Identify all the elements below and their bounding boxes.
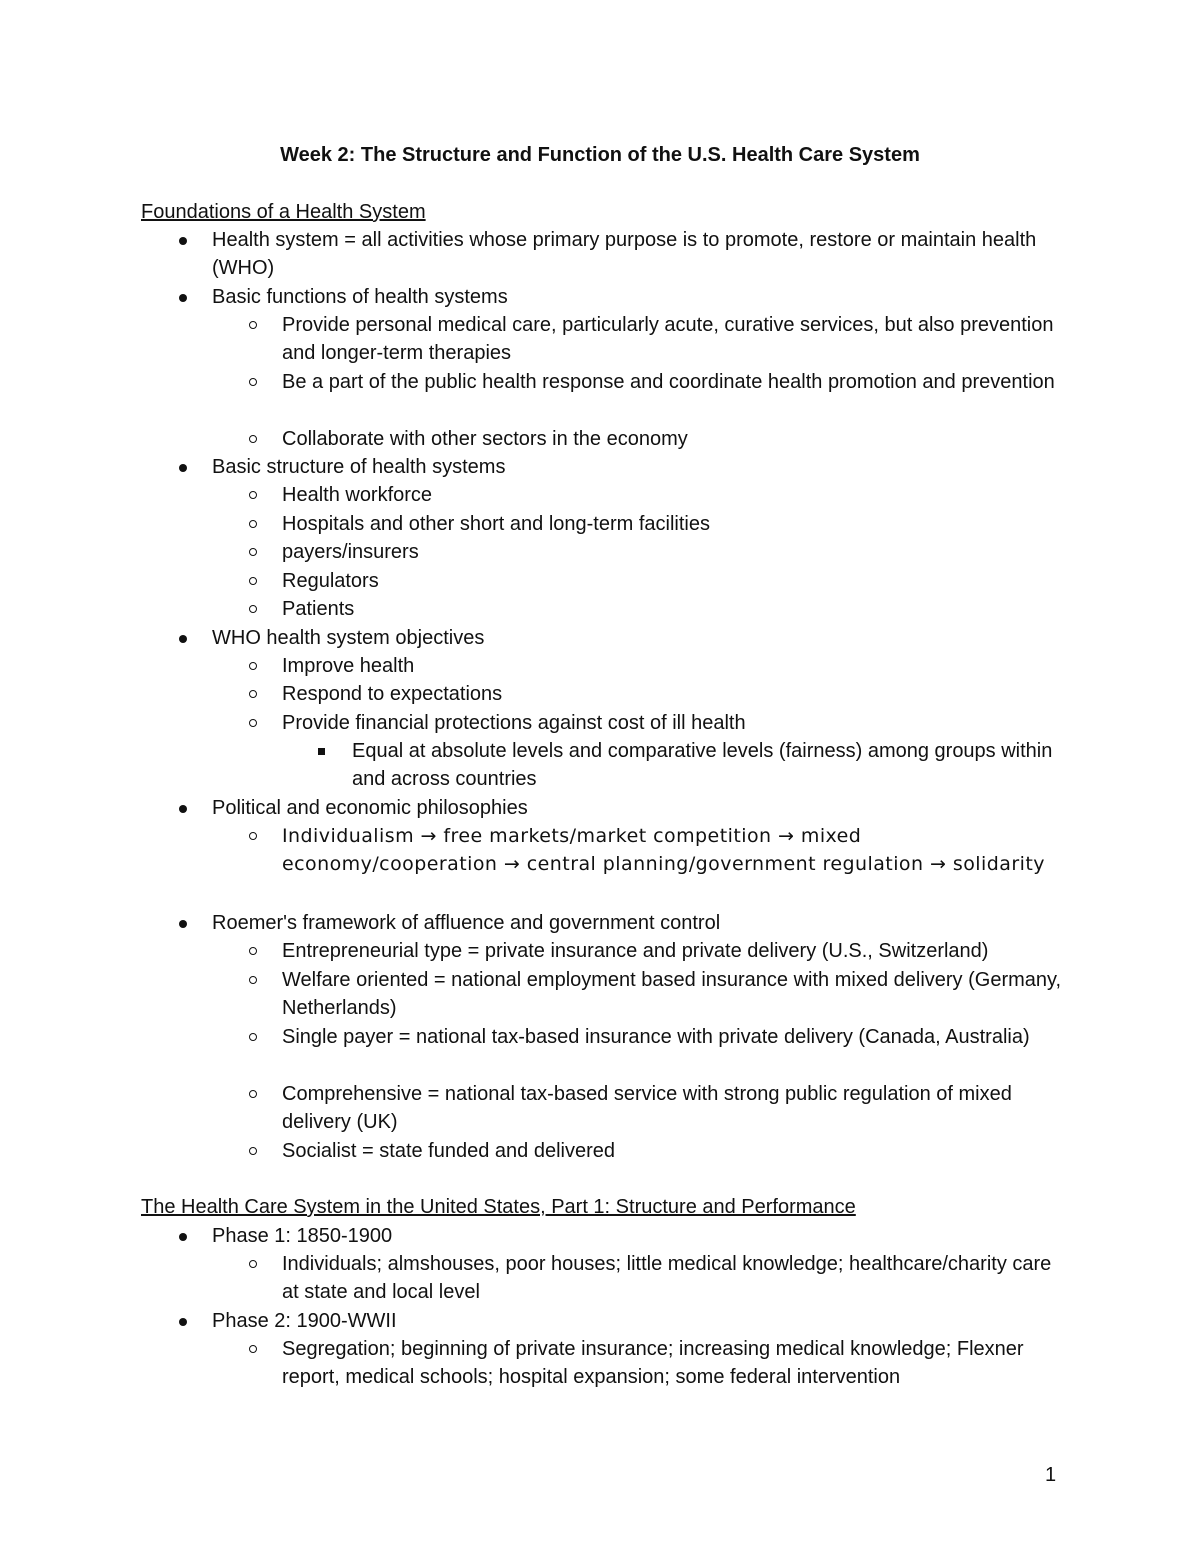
list-item: Political and economic philosophies: [212, 794, 1072, 822]
hollow-circle-bullet-icon: [249, 491, 257, 499]
filled-circle-bullet-icon: [179, 237, 187, 245]
filled-square-bullet-icon: [318, 748, 325, 755]
list-item: Welfare oriented = national employment based insurance with mixed delivery (Germany, Netherlands): [282, 966, 1072, 1023]
list-item: Provide personal medical care, particularly acute, curative services, but also prevention and longer-term therapies: [282, 311, 1072, 368]
list-item: Single payer = national tax-based insurance with private delivery (Canada, Australia): [282, 1023, 1072, 1051]
hollow-circle-bullet-icon: [249, 1033, 257, 1041]
hollow-circle-bullet-icon: [249, 1260, 257, 1268]
section-heading-foundations: Foundations of a Health System: [141, 201, 426, 223]
filled-circle-bullet-icon: [179, 1233, 187, 1241]
list-item: Patients: [282, 595, 1072, 623]
list-item: Health system = all activities whose primary purpose is to promote, restore or maintain health (WHO): [212, 226, 1072, 283]
list-item: Roemer's framework of affluence and government control: [212, 909, 1072, 937]
list-item: Regulators: [282, 567, 1072, 595]
filled-circle-bullet-icon: [179, 464, 187, 472]
section-heading-us-health-care: The Health Care System in the United States, Part 1: Structure and Performance: [141, 1196, 856, 1218]
list-item: Phase 2: 1900-WWII: [212, 1307, 1072, 1335]
filled-circle-bullet-icon: [179, 294, 187, 302]
hollow-circle-bullet-icon: [249, 976, 257, 984]
hollow-circle-bullet-icon: [249, 719, 257, 727]
hollow-circle-bullet-icon: [249, 605, 257, 613]
list-item: Entrepreneurial type = private insurance and private delivery (U.S., Switzerland): [282, 937, 1072, 965]
list-item: Improve health: [282, 652, 1072, 680]
hollow-circle-bullet-icon: [249, 690, 257, 698]
filled-circle-bullet-icon: [179, 635, 187, 643]
list-item: Respond to expectations: [282, 680, 1072, 708]
list-item: Provide financial protections against cost of ill health: [282, 709, 1072, 737]
hollow-circle-bullet-icon: [249, 321, 257, 329]
list-item: Basic structure of health systems: [212, 453, 1072, 481]
list-item: WHO health system objectives: [212, 624, 1072, 652]
list-item: Socialist = state funded and delivered: [282, 1137, 1072, 1165]
hollow-circle-bullet-icon: [249, 577, 257, 585]
page-number: 1: [1045, 1464, 1057, 1486]
list-item: payers/insurers: [282, 538, 1072, 566]
hollow-circle-bullet-icon: [249, 1345, 257, 1353]
hollow-circle-bullet-icon: [249, 832, 257, 840]
filled-circle-bullet-icon: [179, 805, 187, 813]
list-item: Segregation; beginning of private insurance; increasing medical knowledge; Flexner report, medical schools; hospital expansion; some federal intervention: [282, 1335, 1072, 1392]
list-item: Equal at absolute levels and comparative levels (fairness) among groups within and across countries: [352, 737, 1072, 794]
hollow-circle-bullet-icon: [249, 435, 257, 443]
list-item: Phase 1: 1850-1900: [212, 1222, 1072, 1250]
hollow-circle-bullet-icon: [249, 947, 257, 955]
filled-circle-bullet-icon: [179, 920, 187, 928]
filled-circle-bullet-icon: [179, 1318, 187, 1326]
document-title: Week 2: The Structure and Function of the U.S. Health Care System: [280, 144, 920, 166]
list-item: Comprehensive = national tax-based service with strong public regulation of mixed delivery (UK): [282, 1080, 1072, 1137]
hollow-circle-bullet-icon: [249, 1090, 257, 1098]
list-item: Health workforce: [282, 481, 1072, 509]
list-item: Be a part of the public health response and coordinate health promotion and prevention: [282, 368, 1072, 396]
list-item: Basic functions of health systems: [212, 283, 1072, 311]
list-item: Individualism → free markets/market competition → mixed economy/cooperation → central planning/government regulation → solidarity: [282, 822, 1072, 879]
hollow-circle-bullet-icon: [249, 1147, 257, 1155]
list-item: Individuals; almshouses, poor houses; little medical knowledge; healthcare/charity care at state and local level: [282, 1250, 1072, 1307]
hollow-circle-bullet-icon: [249, 378, 257, 386]
list-item: Collaborate with other sectors in the economy: [282, 425, 1072, 453]
hollow-circle-bullet-icon: [249, 662, 257, 670]
hollow-circle-bullet-icon: [249, 548, 257, 556]
list-item: Hospitals and other short and long-term facilities: [282, 510, 1072, 538]
hollow-circle-bullet-icon: [249, 520, 257, 528]
